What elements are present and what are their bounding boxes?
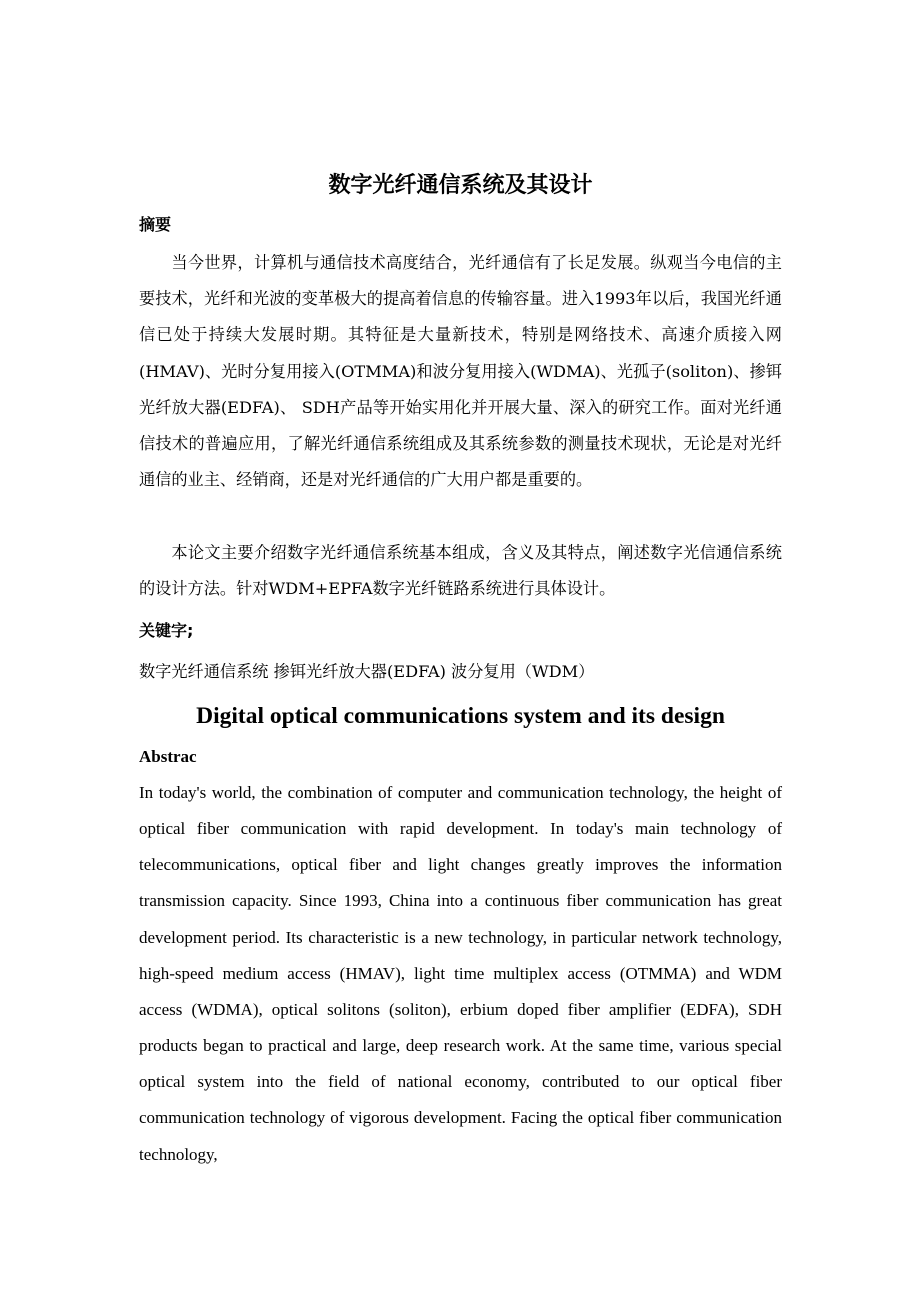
keywords-heading-cn: 关键字; [139, 621, 194, 640]
abstract-paragraph-cn: 当今世界，计算机与通信技术高度结合，光纤通信有了长足发展。纵观当今电信的主要技术，光纤和光波的变革极大的提高着信息的传输容量。进入1993年以后，我国光纤通信已处于持续大发展时期。其特征是大量新技术，特别是网络技术、高速介质接入网(HMAV)、光时分复用接入(OTMMA)和波分复用接入(WDMA)、光孤子(soliton)、掺铒光纤放大器(EDFA)、 SDH产品等开始实用化并开展大量、深入的研究工作。面对光纤通信技术的普遍应用，了解光纤通信系统组成及其系统参数的测量技术现状，无论是对光纤通信的业主、经销商，还是对光纤通信的广大用户都是重要的。 [139, 253, 782, 490]
abstract-paragraph-cn: 本论文主要介绍数字光纤通信系统基本组成，含义及其特点，阐述数字光信通信系统的设计方法。针对WDM+EPFA数字光纤链路系统进行具体设计。 [139, 543, 782, 599]
keywords-text-cn: 数字光纤通信系统 掺铒光纤放大器(EDFA) 波分复用（WDM） [139, 662, 595, 681]
abstract-heading-cn: 摘要 [139, 215, 172, 234]
document-title-en: Digital optical communications system and its design [196, 703, 725, 729]
document-title-cn: 数字光纤通信系统及其设计 [328, 173, 593, 198]
abstract-paragraph-en: In today's world, the combination of computer and communication technology, the height of optical fiber communication with rapid development. In today's main technology of telecommunications, optical fiber and light changes greatly improves the information transmission capacity. Since 1993, China into a continuous fiber communication has great development period. Its characteristic is a new technology, in particular network technology, high-speed medium access (HMAV), light time multiplex access (OTMMA) and WDM access (WDMA), optical solitons (soliton), erbium doped fiber amplifier (EDFA), SDH products began to practical and large, deep research work. At the same time, various special optical system into the field of national economy, contributed to our optical fiber communication technology of vigorous development. Facing the optical fiber communication technology, [139, 783, 782, 1164]
abstract-heading-en: Abstrac [139, 747, 197, 766]
